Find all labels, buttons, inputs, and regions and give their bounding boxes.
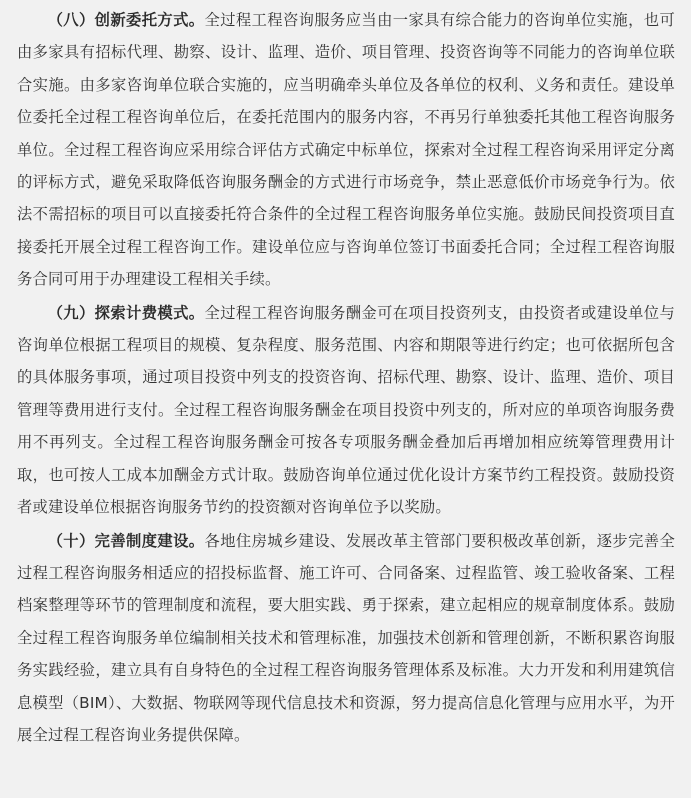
section-10-paragraph: [17, 525, 675, 752]
section-9-paragraph: [17, 297, 675, 524]
section-9-body: 全过程工程咨询服务酬金可在项目投资列支，由投资者或建设单位与咨询单位根据工程项目的规模、复杂程度、服务范围、内容和期限等进行约定；也可依据所包含的具体服务事项，通过项目投资中列支的投资咨询、招标代理、勘察、设计、监理、造价、项目管理等费用进行支付。全过程工程咨询服务酬金在项目投资中列支的，所对应的单项咨询服务费用不再列支。全过程工程咨询服务酬金可按各专项服务酬金叠加后再增加相应统筹管理费用计取，也可按人工成本加酬金方式计取。鼓励咨询单位通过优化设计方案节约工程投资。鼓励投资者或建设单位根据咨询服务节约的投资额对咨询单位予以奖励。: [17, 303, 675, 517]
section-10-heading: （十）完善制度建设。: [47, 531, 205, 550]
section-8-body: 全过程工程咨询服务应当由一家具有综合能力的咨询单位实施，也可由多家具有招标代理、勘察、设计、监理、造价、项目管理、投资咨询等不同能力的咨询单位联合实施。由多家咨询单位联合实施的，应当明确牵头单位及各单位的权利、义务和责任。建设单位委托全过程工程咨询单位后，在委托范围内的服务内容，不再另行单独委托其他工程咨询服务单位。全过程工程咨询应采用综合评估方式确定中标单位，探索对全过程工程咨询采用评定分离的评标方式，避免采取降低咨询服务酬金的方式进行市场竞争，禁止恶意低价市场竞争行为。依法不需招标的项目可以直接委托符合条件的全过程工程咨询服务单位实施。鼓励民间投资项目直接委托开展全过程工程咨询工作。建设单位应与咨询单位签订书面委托合同；全过程工程咨询服务合同可用于办理建设工程相关手续。: [17, 11, 675, 289]
section-9-heading: （九）探索计费模式。: [47, 303, 205, 322]
section-10-body: 各地住房城乡建设、发展改革主管部门要积极改革创新，逐步完善全过程工程咨询服务相适应的招投标监督、施工许可、合同备案、过程监管、竣工验收备案、工程档案整理等环节的管理制度和流程，要大胆实践、勇于探索，建立起相应的规章制度体系。鼓励全过程工程咨询服务单位编制相关技术和管理标准，加强技术创新和管理创新，不断积累咨询服务实践经验，建立具有自身特色的全过程工程咨询服务管理体系及标准。大力开发和利用建筑信息模型（BIM）、大数据、物联网等现代信息技术和资源，努力提高信息化管理与应用水平，为开展全过程工程咨询业务提供保障。: [17, 531, 675, 744]
section-8-heading: （八）创新委托方式。: [47, 11, 205, 29]
section-8-paragraph: [17, 4, 675, 296]
